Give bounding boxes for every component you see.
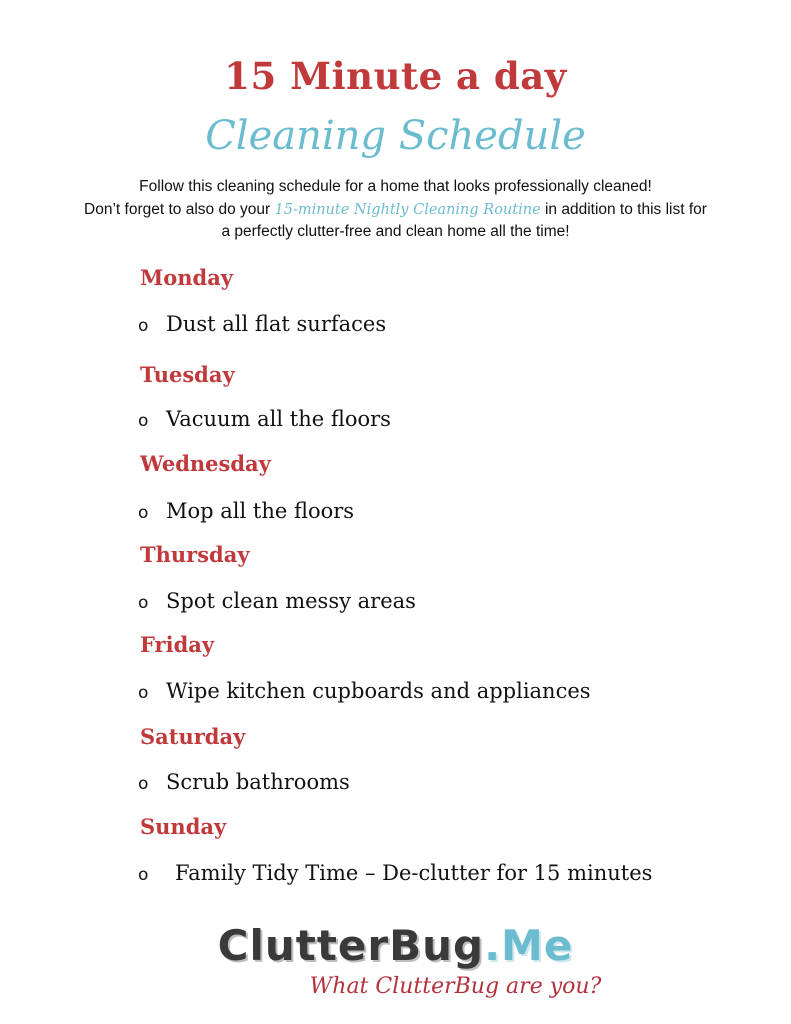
day-heading-friday: Friday bbox=[140, 632, 215, 657]
task-item-saturday bbox=[138, 767, 350, 799]
task-label: Vacuum all the floors bbox=[166, 407, 391, 431]
day-heading-monday: Monday bbox=[140, 265, 234, 290]
bullet-icon: o bbox=[138, 683, 149, 703]
bullet-icon: o bbox=[138, 593, 149, 613]
task-item-tuesday bbox=[138, 404, 391, 436]
intro-line-2-start: Don’t forget to also do your bbox=[84, 200, 275, 218]
intro-line-1: Follow this cleaning schedule for a home that looks professionally cleaned! bbox=[139, 178, 652, 195]
intro-paragraph bbox=[40, 176, 751, 244]
task-item-wednesday bbox=[138, 496, 354, 528]
bullet-icon: o bbox=[138, 411, 149, 431]
bullet-icon: o bbox=[138, 316, 149, 336]
bullet-icon: o bbox=[138, 865, 149, 885]
task-label: Spot clean messy areas bbox=[166, 589, 416, 613]
logo-suffix-text: .Me bbox=[484, 921, 574, 970]
task-label: Family Tidy Time – De-clutter for 15 minutes bbox=[175, 861, 653, 885]
intro-line-3: a perfectly clutter-free and clean home all the time! bbox=[221, 223, 570, 240]
logo-main-text: ClutterBug bbox=[217, 921, 485, 970]
task-label: Scrub bathrooms bbox=[166, 770, 350, 794]
day-heading-sunday: Sunday bbox=[140, 814, 227, 839]
day-heading-thursday: Thursday bbox=[140, 542, 250, 567]
task-label: Wipe kitchen cupboards and appliances bbox=[166, 679, 591, 703]
logo-tagline: What ClutterBug are you? bbox=[309, 974, 602, 999]
bullet-icon: o bbox=[138, 503, 149, 523]
day-heading-saturday: Saturday bbox=[140, 724, 246, 749]
bullet-icon: o bbox=[138, 774, 149, 794]
task-label: Dust all flat surfaces bbox=[166, 312, 387, 336]
clutterbug-logo bbox=[0, 920, 791, 972]
task-item-sunday bbox=[138, 858, 652, 890]
task-item-friday bbox=[138, 676, 591, 708]
task-item-thursday bbox=[138, 586, 416, 618]
page-subtitle: Cleaning Schedule bbox=[205, 113, 586, 159]
intro-line-2-end: in addition to this list for bbox=[540, 200, 707, 218]
task-label: Mop all the floors bbox=[166, 499, 355, 523]
day-heading-wednesday: Wednesday bbox=[140, 451, 271, 476]
task-item-monday bbox=[138, 309, 386, 341]
page-title: 15 Minute a day bbox=[224, 54, 567, 98]
nightly-routine-link[interactable]: 15-minute Nightly Cleaning Routine bbox=[274, 201, 541, 218]
day-heading-tuesday: Tuesday bbox=[140, 362, 235, 387]
intro-line-2 bbox=[40, 199, 751, 222]
